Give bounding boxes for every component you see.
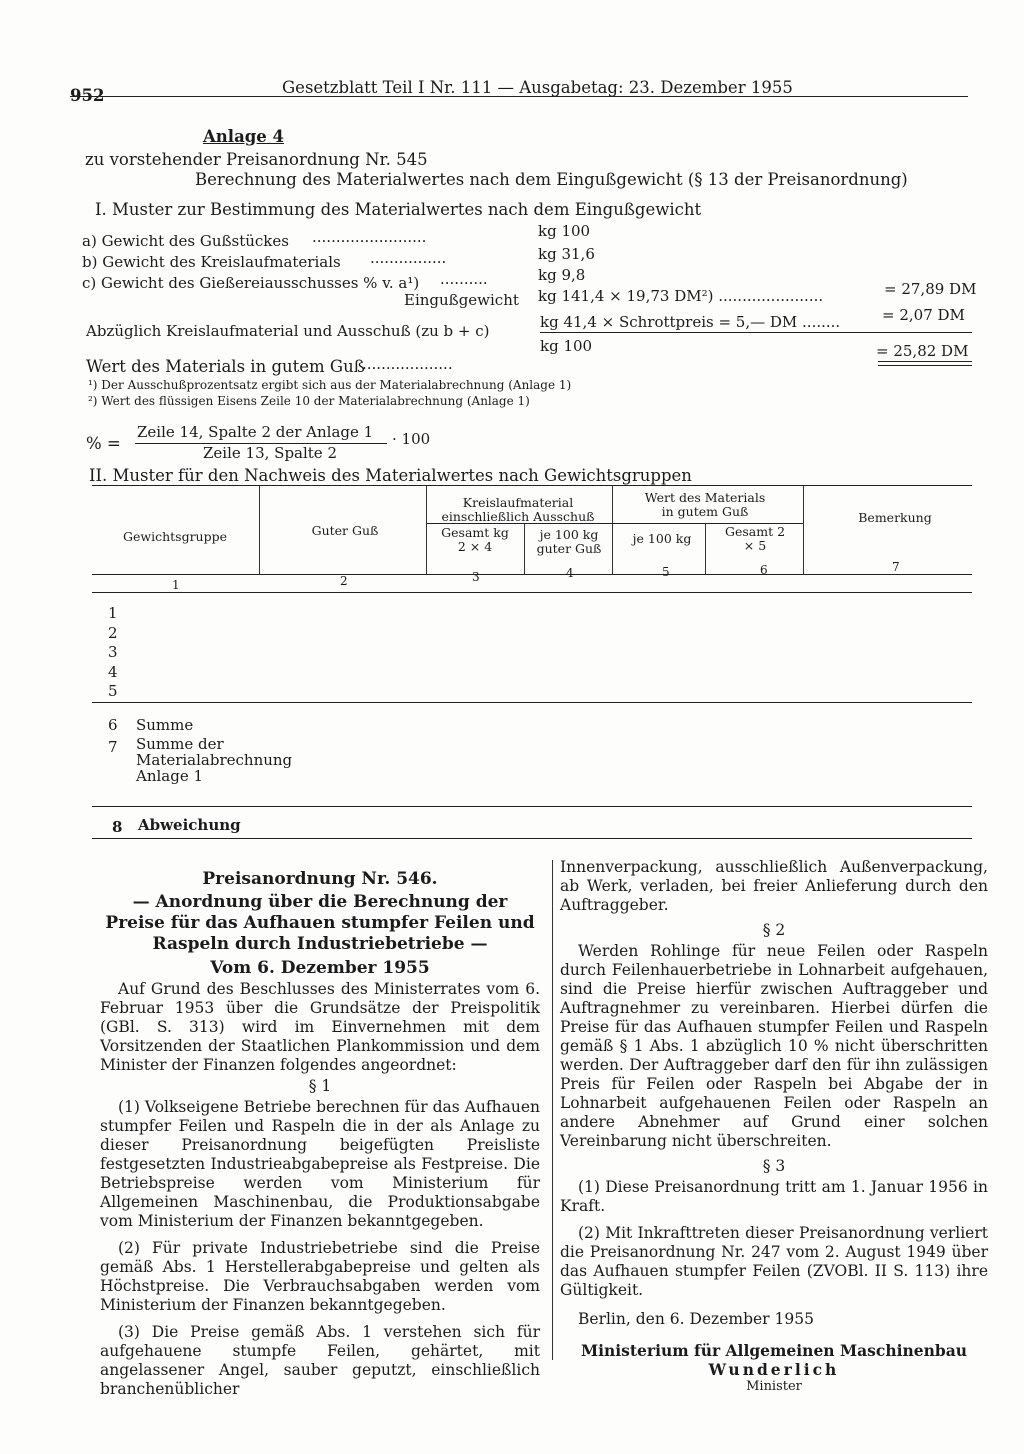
summary-row-number: 6 xyxy=(108,716,118,734)
anlage-heading: Berechnung des Materialwertes nach dem Eingußgewicht (§ 13 der Preisanordnung) xyxy=(195,170,908,189)
leader-dots: ........................ xyxy=(312,228,427,246)
row-label: Eingußgewicht xyxy=(404,291,519,309)
table-summary-rule xyxy=(92,806,972,807)
left-column xyxy=(100,870,540,1399)
row-value: kg 41,4 × Schrottpreis = 5,— DM ........ xyxy=(540,313,841,331)
place-date: Berlin, den 6. Dezember 1955 xyxy=(578,1310,814,1328)
summary-row-number: 8 xyxy=(112,818,123,836)
summary-row-number: 7 xyxy=(108,738,118,756)
th-wert-je100: je 100 kg xyxy=(632,531,692,546)
right-column xyxy=(560,858,988,1394)
anlage-title: Anlage 4 xyxy=(203,127,285,146)
intro-paragraph: Auf Grund des Beschlusses des Ministerrates vom 6. Februar 1953 über die Grundsätze der Preispolitik (GBl. S. 313) wird im Einvernehmen mit dem Vorsitzenden der Staatlichen Plankommission und dem Minister der Finanzen folgendes angeordnet: xyxy=(100,980,540,1074)
footnote-2: ²) Wert des flüssigen Eisens Zeile 10 der Materialabrechnung (Anlage 1) xyxy=(88,394,530,408)
section-3-heading: § 3 xyxy=(762,1157,786,1175)
row-label: c) Gewicht des Gießereiausschusses % v. a¹) xyxy=(82,274,420,292)
muster1-title: I. Muster zur Bestimmung des Materialwertes nach dem Eingußgewicht xyxy=(95,200,702,219)
th-bemerkung: Bemerkung xyxy=(858,510,932,525)
table-row-number: 4 xyxy=(108,663,118,681)
section-3-para-2: (2) Mit Inkrafttreten dieser Preisanordnung verliert die Preisanordnung Nr. 247 vom 2. August 1949 über das Aufhauen stumpfer Feilen (ZVOBl. II S. 113) ihre Gültigkeit. xyxy=(560,1224,988,1299)
table-col-divider xyxy=(426,486,427,574)
th-kreislauf-group: Kreislaufmaterial einschließlich Ausschuß xyxy=(441,495,595,524)
wert-dots: ................... xyxy=(362,355,453,373)
th-kreislauf-gesamt: Gesamt kg 2 × 4 xyxy=(441,525,509,554)
table-row-number: 5 xyxy=(108,682,118,700)
summary-row-label: Summe der Materialabrechnung Anlage 1 xyxy=(136,735,293,785)
section-3-para-1: (1) Diese Preisanordnung tritt am 1. Januar 1956 in Kraft. xyxy=(560,1178,988,1215)
table-col-divider xyxy=(524,524,525,574)
table-col-divider xyxy=(612,486,613,574)
leader-dots: ................ xyxy=(370,249,447,267)
row-value: kg 31,6 xyxy=(538,245,595,263)
formula-denominator: Zeile 13, Spalte 2 xyxy=(203,444,337,462)
table-col-divider xyxy=(705,524,706,574)
muster2-title: II. Muster für den Nachweis des Materialwertes nach Gewichtsgruppen xyxy=(89,466,692,485)
row-value: kg 100 xyxy=(538,222,591,240)
table-row-number: 1 xyxy=(108,604,118,622)
double-rule-2 xyxy=(878,365,972,366)
col-number: 4 xyxy=(566,566,574,580)
column-divider xyxy=(552,860,553,1360)
section-1-heading: § 1 xyxy=(308,1077,332,1095)
table-body-rule xyxy=(92,702,972,703)
col-number: 3 xyxy=(472,570,480,584)
section-1-para-2: (2) Für private Industriebetriebe sind die Preise gemäß Abs. 1 Herstellerabgabepreise und gelten als Höchstpreise. Die Verbrauchsabgaben werden vom Ministerium der Finanzen bekanntgegeben. xyxy=(100,1239,540,1314)
row-result: = 2,07 DM xyxy=(882,306,965,324)
table-bottom-rule xyxy=(92,838,972,839)
table-col-divider xyxy=(803,486,804,574)
signer-title: Minister xyxy=(746,1379,802,1394)
table-numbers-rule xyxy=(92,592,972,593)
header-rule xyxy=(70,96,968,97)
formula-prefix: % = xyxy=(86,434,121,453)
section-2-para: Werden Rohlinge für neue Feilen oder Raspeln durch Feilenhauerbetriebe in Lohnarbeit aufgehauen, sind die Preise hierfür zwischen Auftraggeber und Auftragnehmer zu vereinbaren. Hierbei dürfen die Preise für das Aufhauen stumpfer Feilen und Raspeln gemäß § 1 Abs. 1 abzüglich 10 % nicht überschritten werden. Der Auftraggeber darf den für ihn zulässigen Preis für Feilen oder Raspeln bei Abgabe der in Lohnarbeit aufgehauenen Feilen oder Raspeln an andere Abnehmer auf Grund einer solchen Vereinbarung nicht überschreiten. xyxy=(560,942,988,1150)
double-rule-1 xyxy=(878,361,972,362)
row-label: b) Gewicht des Kreislaufmaterials xyxy=(82,253,341,271)
signer-name: Wunderlich xyxy=(708,1360,840,1379)
th-wert-gesamt: Gesamt 2 × 5 xyxy=(724,524,786,553)
row-value: kg 141,4 × 19,73 DM²) ...................... xyxy=(538,287,824,305)
continuation-paragraph: Innenverpackung, ausschließlich Außenverpackung, ab Werk, verladen, bei freier Anlieferung durch den Auftraggeber. xyxy=(560,858,988,914)
section-2-heading: § 2 xyxy=(762,921,786,939)
th-wert-group: Wert des Materials in gutem Guß xyxy=(644,490,766,519)
row-label: Abzüglich Kreislaufmaterial und Ausschuß (zu b + c) xyxy=(86,322,490,340)
summary-row-label: Summe xyxy=(136,716,194,734)
table-row-number: 2 xyxy=(108,624,118,642)
table-col-divider xyxy=(259,486,260,574)
ordinance-subtitle: — Anordnung über die Berechnung der Preise für das Aufhauen stumpfer Feilen und Raspeln durch Industriebetriebe — xyxy=(105,892,535,954)
table-top-rule xyxy=(92,485,972,486)
formula-numerator: Zeile 14, Spalte 2 der Anlage 1 xyxy=(137,423,374,441)
sum-rule xyxy=(540,332,972,333)
th-kreislauf-je100: je 100 kg guter Guß xyxy=(536,527,602,556)
section-1-para-1: (1) Volkseigene Betriebe berechnen für das Aufhauen stumpfer Feilen und Raspeln die in der als Anlage zu dieser Preisanordnung beigefügten Preisliste festgesetzten Industrieabgabepreise als Festpreise. Die Betriebspreise werden vom Ministerium für Allgemeinen Maschinenbau, die Produktionsabgabe vom Ministerium der Finanzen bekanntgegeben. xyxy=(100,1098,540,1230)
ordinance-date: Vom 6. Dezember 1955 xyxy=(210,958,430,978)
footnote-1: ¹) Der Ausschußprozentsatz ergibt sich aus der Materialabrechnung (Anlage 1) xyxy=(88,378,572,392)
th-guter-guss: Guter Guß xyxy=(311,523,379,538)
leader-dots: .......... xyxy=(440,270,488,288)
row-value: kg 9,8 xyxy=(538,266,586,284)
col-number: 5 xyxy=(662,565,670,579)
ministry-name: Ministerium für Allgemeinen Maschinenbau xyxy=(580,1341,968,1360)
summary-row-label: Abweichung xyxy=(138,816,241,834)
anlage-subtitle: zu vorstehender Preisanordnung Nr. 545 xyxy=(85,150,428,169)
row-result: = 27,89 DM xyxy=(884,280,977,298)
col-number: 7 xyxy=(892,560,900,574)
th-gewichtsgruppe: Gewichtsgruppe xyxy=(123,529,227,544)
section-1-para-3: (3) Die Preise gemäß Abs. 1 verstehen sich für aufgehauene stumpfe Feilen, gehärtet, mit angelassener Angel, sauber geputzt, einschließlich branchenüblicher xyxy=(100,1323,540,1398)
row-value: kg 100 xyxy=(540,337,593,355)
page-number: 952 xyxy=(70,86,105,105)
row-result: = 25,82 DM xyxy=(876,342,969,360)
col-number: 2 xyxy=(340,574,348,588)
ordinance-title: Preisanordnung Nr. 546. xyxy=(202,869,438,889)
table-header-rule xyxy=(92,574,972,575)
formula-factor: · 100 xyxy=(392,430,431,448)
table-row-number: 3 xyxy=(108,643,118,661)
page-header-title: Gesetzblatt Teil I Nr. 111 — Ausgabetag: 23. Dezember 1955 xyxy=(282,78,793,97)
col-number: 1 xyxy=(172,578,180,592)
col-number: 6 xyxy=(760,563,768,577)
row-label: a) Gewicht des Gußstückes xyxy=(82,232,289,250)
wert-label: Wert des Materials in gutem Guß xyxy=(86,357,365,376)
